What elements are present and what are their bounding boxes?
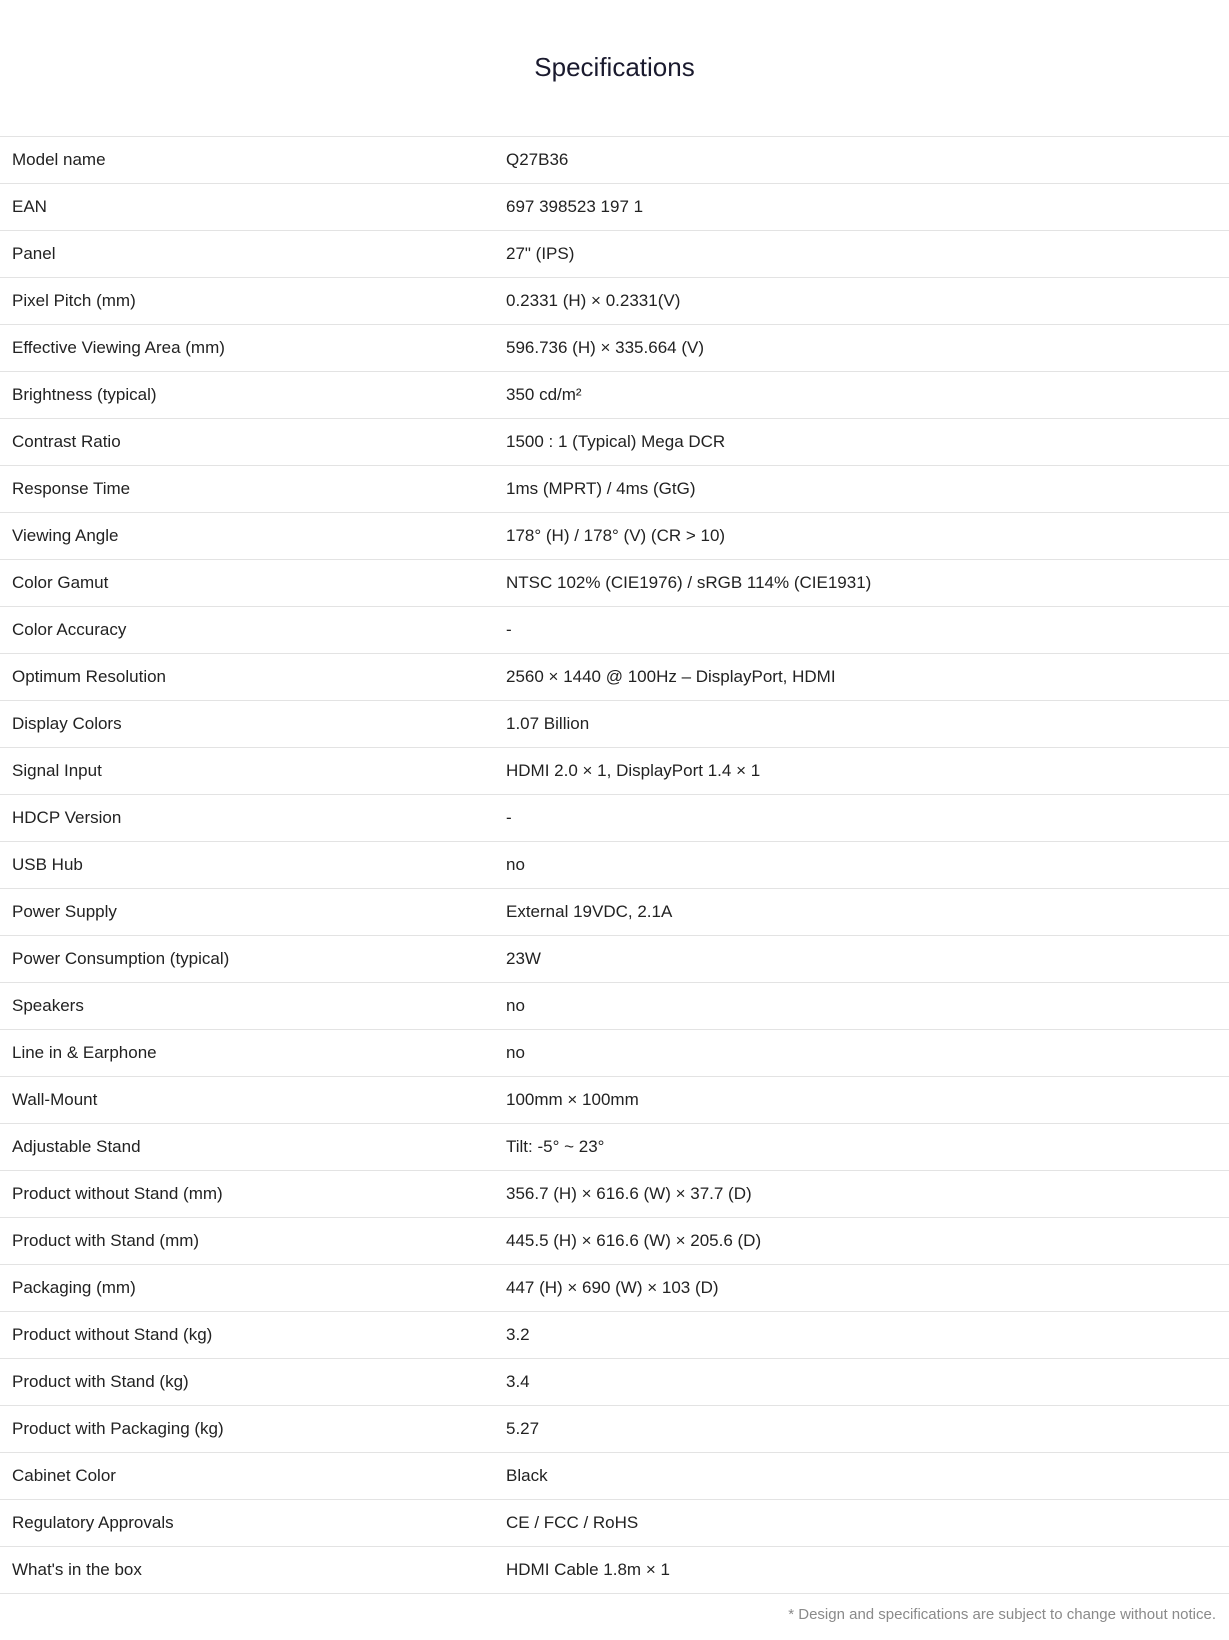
table-row: [0, 654, 1229, 701]
table-row: [0, 795, 1229, 842]
spec-label: Signal Input: [0, 748, 506, 795]
table-row: [0, 1406, 1229, 1453]
spec-label: Optimum Resolution: [0, 654, 506, 701]
spec-label: Response Time: [0, 466, 506, 513]
spec-label: Product without Stand (kg): [0, 1312, 506, 1359]
spec-value: Q27B36: [506, 137, 1229, 184]
spec-label: Product with Packaging (kg): [0, 1406, 506, 1453]
spec-label: Adjustable Stand: [0, 1124, 506, 1171]
spec-label: What's in the box: [0, 1547, 506, 1594]
spec-value: 100mm × 100mm: [506, 1077, 1229, 1124]
table-row: [0, 1218, 1229, 1265]
spec-label: Speakers: [0, 983, 506, 1030]
spec-value: no: [506, 842, 1229, 889]
spec-label: Cabinet Color: [0, 1453, 506, 1500]
table-row: [0, 1359, 1229, 1406]
spec-label: Wall-Mount: [0, 1077, 506, 1124]
spec-label: Packaging (mm): [0, 1265, 506, 1312]
table-row: [0, 1312, 1229, 1359]
spec-label: Viewing Angle: [0, 513, 506, 560]
spec-label: Model name: [0, 137, 506, 184]
spec-label: Brightness (typical): [0, 372, 506, 419]
table-row: [0, 1500, 1229, 1547]
table-row: [0, 513, 1229, 560]
table-row: [0, 466, 1229, 513]
table-row: [0, 936, 1229, 983]
spec-label: USB Hub: [0, 842, 506, 889]
table-row: [0, 1077, 1229, 1124]
spec-value: HDMI 2.0 × 1, DisplayPort 1.4 × 1: [506, 748, 1229, 795]
spec-value: 350 cd/m²: [506, 372, 1229, 419]
spec-value: 27" (IPS): [506, 231, 1229, 278]
spec-value: 445.5 (H) × 616.6 (W) × 205.6 (D): [506, 1218, 1229, 1265]
spec-value: CE / FCC / RoHS: [506, 1500, 1229, 1547]
table-row: [0, 1265, 1229, 1312]
spec-label: Power Supply: [0, 889, 506, 936]
spec-label: Product without Stand (mm): [0, 1171, 506, 1218]
page-title: Specifications: [534, 52, 695, 82]
table-row: [0, 607, 1229, 654]
table-row: [0, 701, 1229, 748]
spec-value: no: [506, 1030, 1229, 1077]
spec-value: no: [506, 983, 1229, 1030]
table-row: [0, 278, 1229, 325]
spec-label: Effective Viewing Area (mm): [0, 325, 506, 372]
table-row: [0, 1547, 1229, 1594]
spec-value: Tilt: -5° ~ 23°: [506, 1124, 1229, 1171]
spec-label: Pixel Pitch (mm): [0, 278, 506, 325]
spec-label: Panel: [0, 231, 506, 278]
table-row: [0, 325, 1229, 372]
spec-table-body: [0, 137, 1229, 1594]
spec-value: 1ms (MPRT) / 4ms (GtG): [506, 466, 1229, 513]
table-row: [0, 560, 1229, 607]
spec-label: Color Gamut: [0, 560, 506, 607]
table-row: [0, 842, 1229, 889]
spec-label: EAN: [0, 184, 506, 231]
spec-value: External 19VDC, 2.1A: [506, 889, 1229, 936]
table-row: [0, 1171, 1229, 1218]
spec-value: 23W: [506, 936, 1229, 983]
spec-value: 5.27: [506, 1406, 1229, 1453]
spec-value: 596.736 (H) × 335.664 (V): [506, 325, 1229, 372]
spec-value: 447 (H) × 690 (W) × 103 (D): [506, 1265, 1229, 1312]
spec-value: 3.2: [506, 1312, 1229, 1359]
table-row: [0, 1453, 1229, 1500]
spec-value: 0.2331 (H) × 0.2331(V): [506, 278, 1229, 325]
table-row: [0, 419, 1229, 466]
spec-label: Power Consumption (typical): [0, 936, 506, 983]
spec-value: NTSC 102% (CIE1976) / sRGB 114% (CIE1931): [506, 560, 1229, 607]
spec-value: Black: [506, 1453, 1229, 1500]
table-row: [0, 889, 1229, 936]
spec-value: HDMI Cable 1.8m × 1: [506, 1547, 1229, 1594]
table-row: [0, 1124, 1229, 1171]
footnote: * Design and specifications are subject to change without notice.: [788, 1606, 1216, 1623]
spec-label: Line in & Earphone: [0, 1030, 506, 1077]
spec-label: HDCP Version: [0, 795, 506, 842]
spec-value: 1500 : 1 (Typical) Mega DCR: [506, 419, 1229, 466]
table-row: [0, 231, 1229, 278]
spec-label: Display Colors: [0, 701, 506, 748]
spec-label: Contrast Ratio: [0, 419, 506, 466]
spec-table: [0, 136, 1229, 1594]
table-row: [0, 184, 1229, 231]
spec-value: -: [506, 607, 1229, 654]
spec-value: -: [506, 795, 1229, 842]
spec-value: 2560 × 1440 @ 100Hz – DisplayPort, HDMI: [506, 654, 1229, 701]
table-row: [0, 748, 1229, 795]
spec-value: 356.7 (H) × 616.6 (W) × 37.7 (D): [506, 1171, 1229, 1218]
spec-label: Regulatory Approvals: [0, 1500, 506, 1547]
spec-value: 1.07 Billion: [506, 701, 1229, 748]
spec-value: 697 398523 197 1: [506, 184, 1229, 231]
table-row: [0, 372, 1229, 419]
table-row: [0, 983, 1229, 1030]
table-row: [0, 137, 1229, 184]
table-row: [0, 1030, 1229, 1077]
spec-label: Product with Stand (mm): [0, 1218, 506, 1265]
spec-label: Color Accuracy: [0, 607, 506, 654]
spec-value: 178° (H) / 178° (V) (CR > 10): [506, 513, 1229, 560]
spec-value: 3.4: [506, 1359, 1229, 1406]
spec-label: Product with Stand (kg): [0, 1359, 506, 1406]
